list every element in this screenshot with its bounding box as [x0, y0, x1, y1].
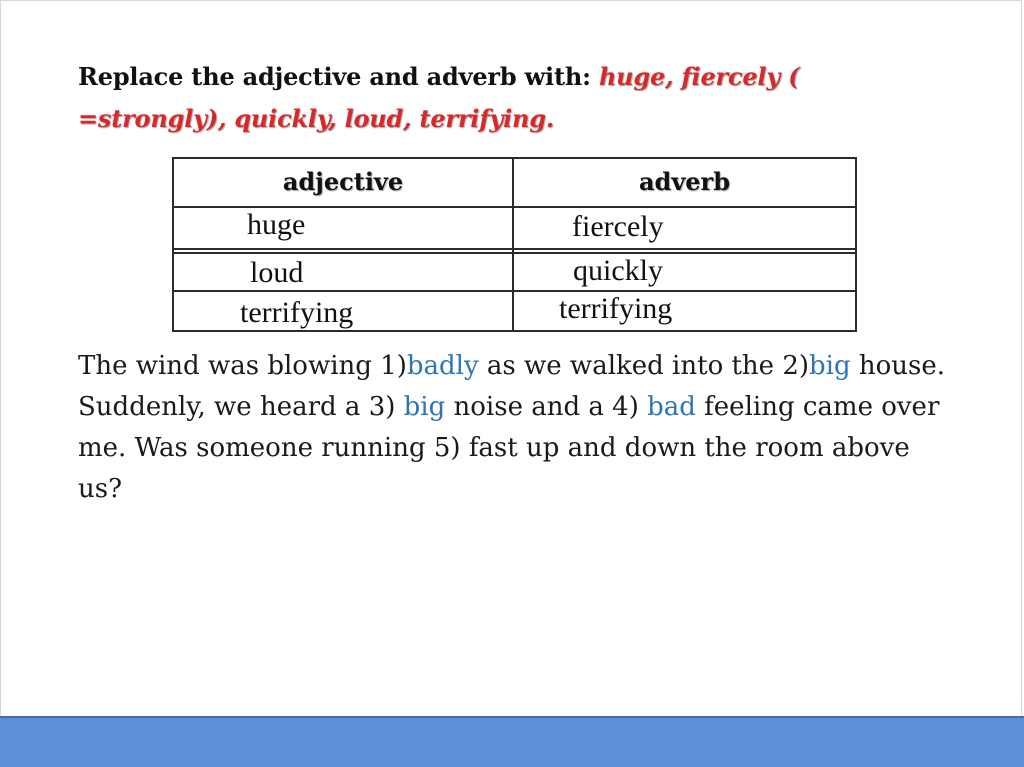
table-row — [173, 291, 856, 331]
table-cell — [513, 291, 856, 331]
table-row — [173, 207, 856, 249]
task-prefix: Replace the adjective and adverb with: — [78, 62, 599, 91]
footer-bar — [0, 716, 1024, 767]
story-paragraph — [78, 346, 958, 510]
header-cell-adverb — [513, 158, 856, 207]
story-word-1: badly — [406, 351, 479, 381]
story-text-4: noise and a 4) — [445, 392, 648, 422]
table-cell — [513, 253, 856, 291]
table-cell — [513, 207, 856, 249]
table-cell — [173, 207, 513, 249]
answer-adjective-1: huge — [247, 208, 306, 241]
story-word-4: bad — [647, 392, 696, 422]
task-word-list: huge, fiercely ( =strongly), quickly, loud, terrifying. — [78, 62, 800, 133]
story-word-3: big — [403, 392, 446, 422]
story-text-1: The wind was blowing 1) — [78, 351, 407, 381]
story-word-2: big — [809, 351, 851, 381]
answer-adjective-3: terrifying — [240, 296, 354, 329]
answer-table — [172, 157, 857, 332]
answer-adverb-1: fiercely — [572, 210, 664, 243]
answer-adjective-2: loud — [250, 256, 304, 289]
story-text-5: feeling came over me. Was someone running 5) fast up and down the room above us? — [78, 392, 940, 504]
story-text-3: house. Suddenly, we heard a 3) — [78, 351, 946, 422]
table-cell — [173, 253, 513, 291]
task-instruction — [78, 56, 938, 140]
header-adverb: adverb — [639, 167, 730, 196]
header-adjective: adjective — [282, 167, 404, 196]
answer-adverb-2: quickly — [573, 254, 663, 287]
answer-adverb-3: terrifying — [559, 292, 673, 325]
table-header-row — [173, 158, 856, 207]
story-text-2: as we walked into the 2) — [478, 351, 810, 381]
header-cell-adjective — [173, 158, 513, 207]
table-cell — [173, 291, 513, 331]
table-row — [173, 253, 856, 291]
